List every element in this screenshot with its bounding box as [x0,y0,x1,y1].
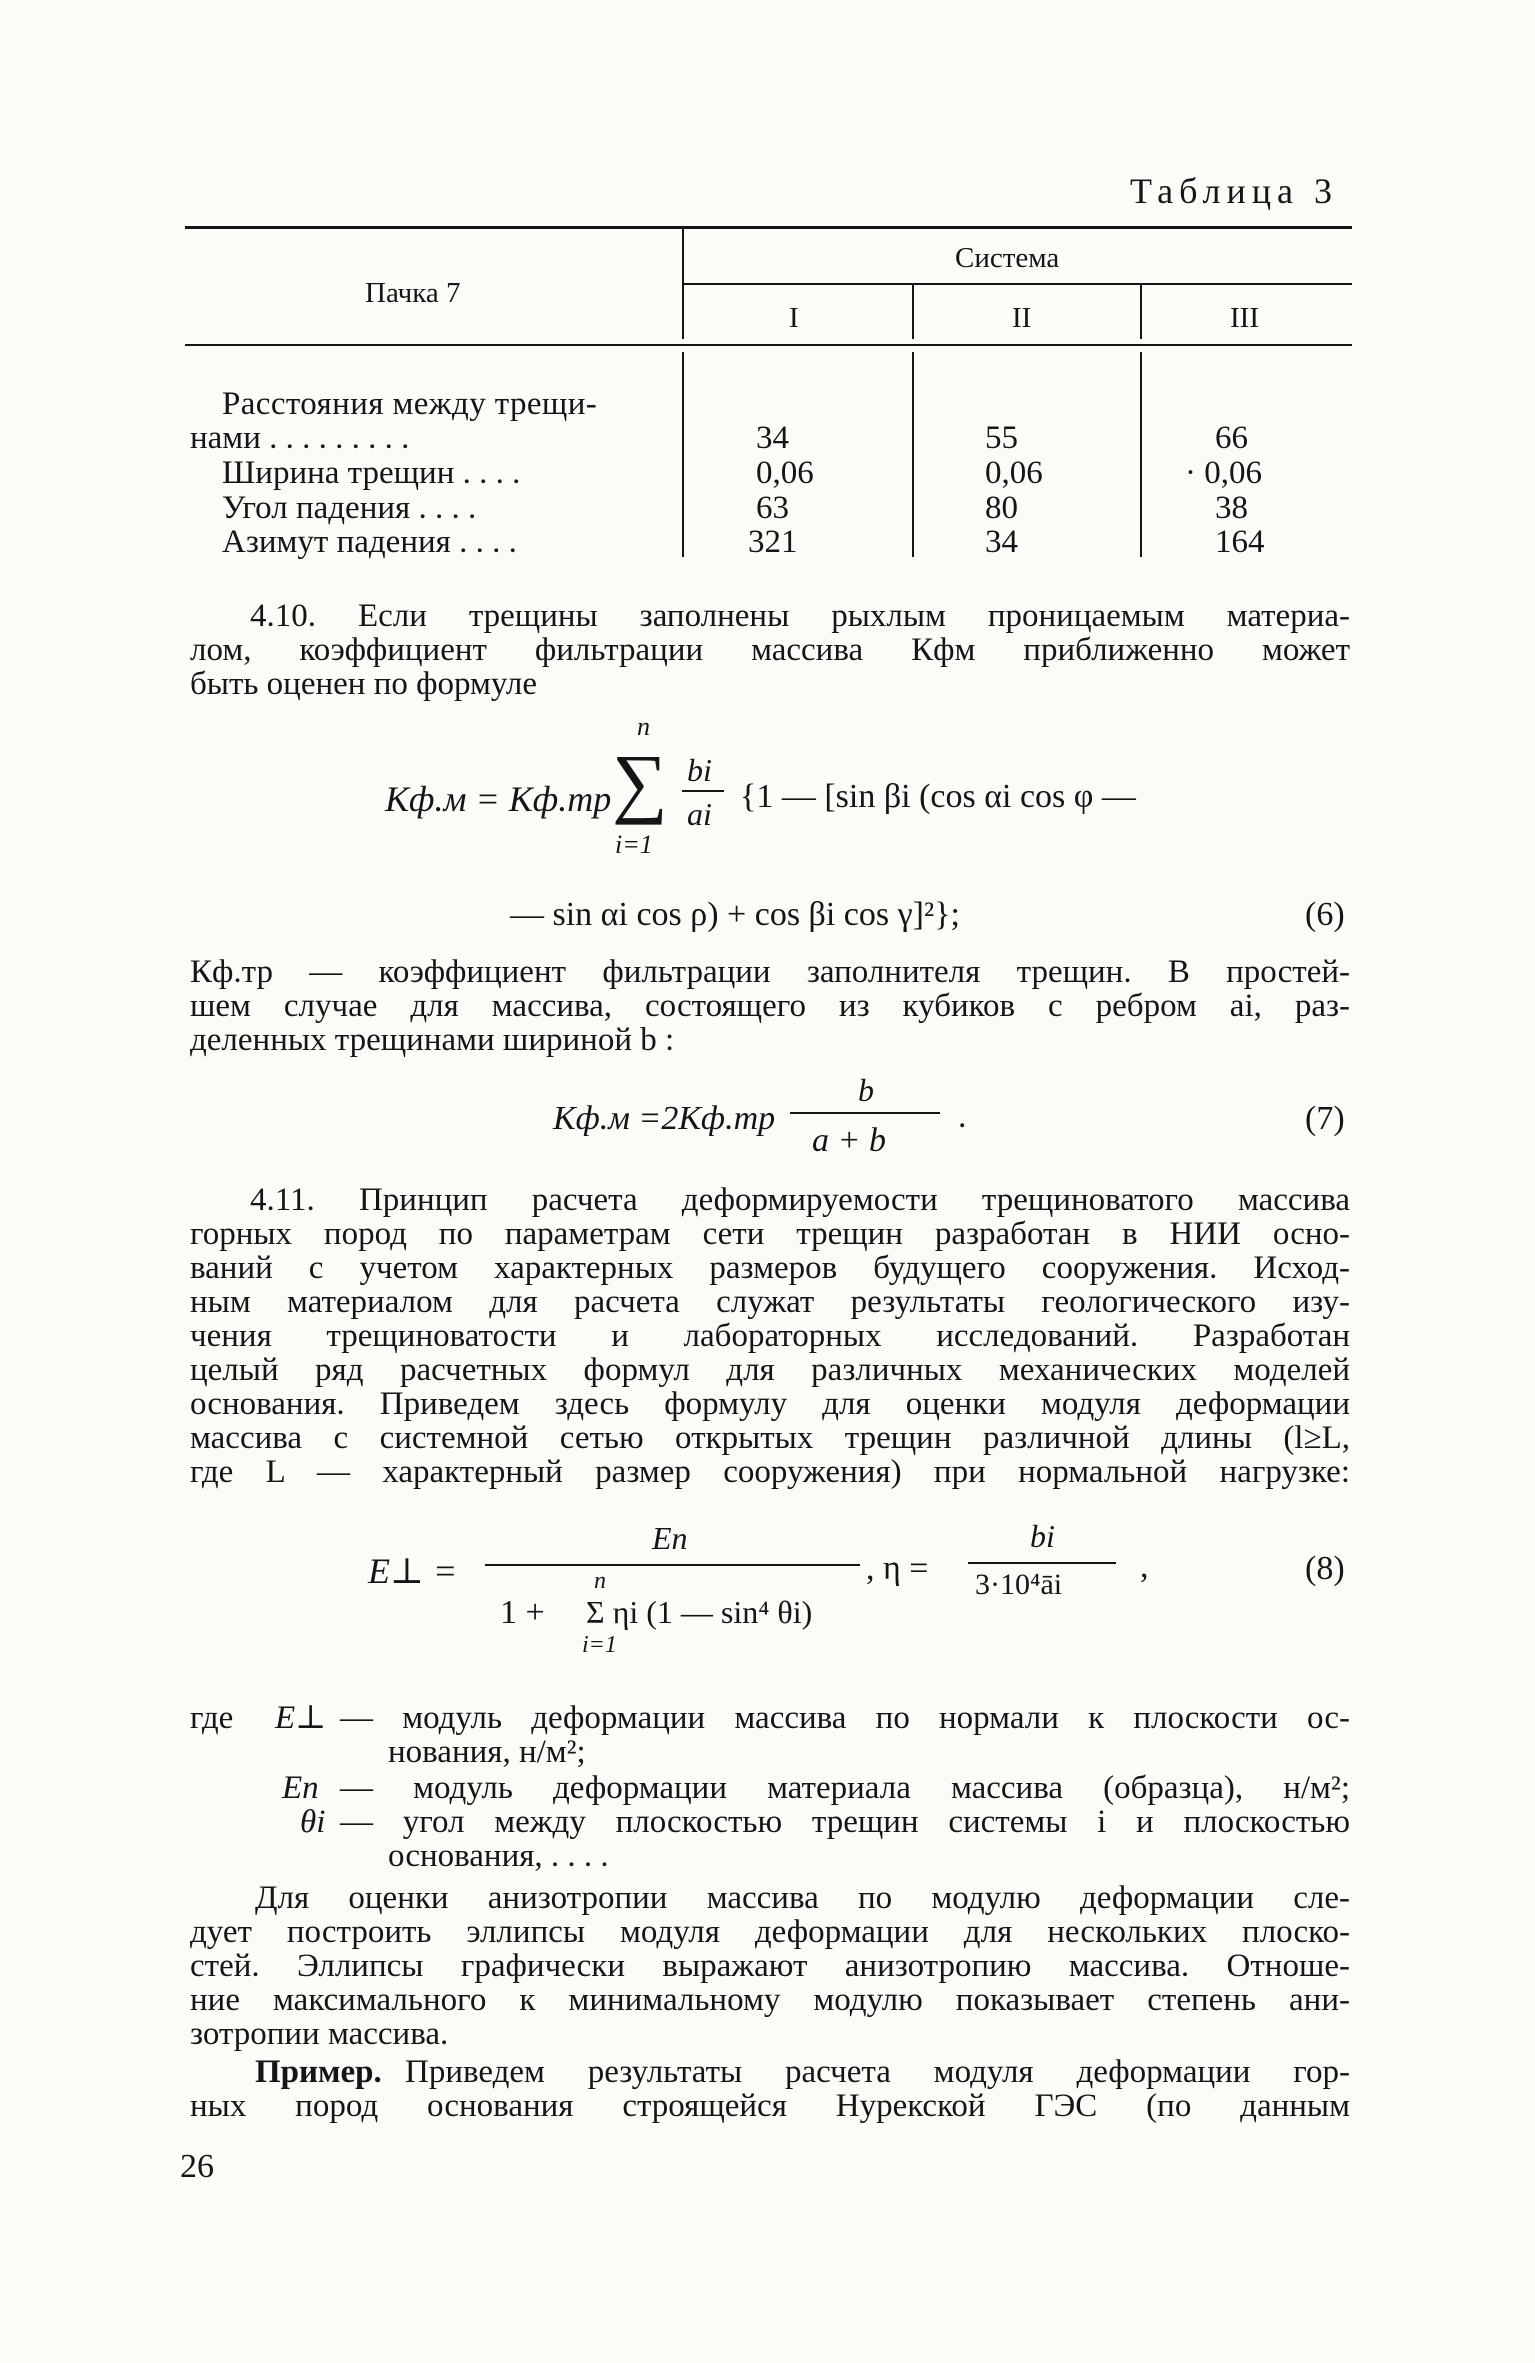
formula-6-frac-den: ai [687,796,712,832]
formula-7-number: (7) [1305,1100,1345,1137]
table-row-label: Азимут падения . . . . [222,524,517,560]
formula-7-num: b [858,1072,874,1108]
paragraph-line: ным материалом для расчета служат результаты геологического изу- [190,1284,1350,1320]
table-divider-col2 [912,285,914,339]
table-divider-body-2 [912,352,914,557]
where-definition-cont: нования, н/м²; [388,1734,586,1770]
where-symbol: θi [300,1804,326,1840]
formula-6-line2: — sin αi cos ρ) + cos βi cos γ]²}; [510,896,960,933]
table-col-header-1: I [789,302,799,334]
paragraph-line: массива с системной сетью открытых трещин различной длины (l≥L, [190,1420,1350,1456]
formula-7-lhs: Кф.м =2Кф.тр [553,1100,776,1137]
formula-6-tail: {1 — [sin βi (cos αi cos φ — [740,778,1136,815]
table-cell: 321 [748,524,798,560]
table-caption: Таблица 3 [1130,171,1338,211]
table-row-label: Угол падения . . . . [222,490,477,526]
where-definition: — модуль деформации материала массива (образца), н/м²; [340,1770,1350,1806]
formula-8-eta-num: bi [1030,1518,1055,1554]
table-cell: 80 [985,490,1018,526]
where-definition: — угол между плоскостью трещин системы i и плоскостью [340,1804,1350,1840]
paragraph-line: 4.11. Принцип расчета деформируемости трещиноватого массива [250,1182,1350,1218]
where-definition-cont: основания, . . . . [388,1838,609,1874]
table-row-label: Расстояния между трещи- [222,386,598,422]
page-number: 26 [180,2148,214,2185]
formula-8-sum-bottom: i=1 [582,1632,617,1658]
paragraph-line: где L — характерный размер сооружения) при нормальной нагрузке: [190,1454,1350,1490]
table-group-header: Система [955,242,1060,274]
paragraph-line: ваний с учетом характерных размеров будущего сооружения. Исход- [190,1250,1350,1286]
paragraph-line: ние максимального к минимальному модулю показывает степень ани- [190,1982,1350,2018]
formula-8-comma: , [1140,1548,1149,1585]
table-col-header-3: III [1230,302,1259,334]
table-cell: 0,06 [985,455,1043,491]
where-definition: — модуль деформации массива по нормали к плоскости ос- [340,1700,1350,1736]
formula-6-frac-num: bi [687,752,712,788]
paragraph-line: Кф.тр — коэффициент фильтрации заполнителя трещин. В простей- [190,954,1350,990]
paragraph-line: лом, коэффициент фильтрации массива Кфм приближенно может [190,632,1350,668]
where-symbol: Eп [282,1770,319,1806]
paragraph-line: Приведем результаты расчета модуля деформации гор- [405,2054,1350,2090]
paragraph-line: 4.10. Если трещины заполнены рыхлым проницаемым материа- [250,598,1350,634]
table-header-rule [185,344,1352,346]
paragraph-line: чения трещиноватости и лабораторных исследований. Разработан [190,1318,1350,1354]
formula-7-frac-bar [790,1112,940,1114]
formula-8-num: Eп [652,1520,688,1556]
table-cell: 66 [1215,420,1248,456]
table-cell: 164 [1215,524,1265,560]
formula-8-frac-bar [485,1564,860,1566]
formula-8-den-sum: Σ ηi (1 — sin⁴ θi) [586,1594,813,1630]
formula-8-eta-bar [968,1562,1116,1564]
table-top-rule [185,226,1352,229]
formula-7-den: a + b [812,1122,886,1159]
table-col-header-2: II [1012,302,1032,334]
table-cell: 38 [1215,490,1248,526]
sigma-icon: ∑ [612,738,668,825]
table-cell: 0,06 [756,455,814,491]
paragraph-line: зотропии массива. [190,2016,449,2052]
table-cell: 55 [985,420,1018,456]
paragraph-line: быть оценен по формуле [190,666,538,702]
formula-8-number: (8) [1305,1550,1345,1587]
formula-6-sum-top: n [637,712,650,741]
table-divider-col3 [1140,285,1142,339]
paragraph-line: деленных трещинами шириной b : [190,1022,675,1058]
table-cell: 34 [756,420,789,456]
formula-8-eta-den: 3·10⁴āi [975,1568,1063,1601]
table-divider-body-3 [1140,352,1142,557]
paragraph-line: основания. Приведем здесь формулу для оценки модуля деформации [190,1386,1350,1422]
formula-6-sum-bottom: i=1 [615,830,653,859]
paragraph-line: целый ряд расчетных формул для различных механических моделей [190,1352,1350,1388]
paragraph-line: горных пород по параметрам сети трещин разработан в НИИ осно- [190,1216,1350,1252]
table-row-label: Ширина трещин . . . . [222,455,521,491]
formula-8-eta-lhs: , η = [866,1550,929,1587]
formula-6-lhs: Кф.м = Кф.тр [385,779,612,819]
formula-7-period: . [958,1098,967,1135]
where-symbol: E⊥ [275,1700,327,1736]
table-cell: 34 [985,524,1018,560]
formula-6-number: (6) [1305,896,1345,933]
table-divider-body-1 [682,352,684,557]
paragraph-line: дует построить эллипсы модуля деформации для нескольких плоско- [190,1914,1350,1950]
paragraph-line: стей. Эллипсы графически выражают анизотропию массива. Отноше- [190,1948,1350,1984]
table-row-header: Пачка 7 [365,277,461,309]
formula-8-lhs: E⊥ = [368,1551,458,1591]
table-cell: 63 [756,490,789,526]
table-group-rule [684,283,1352,285]
table-row-label: нами . . . . . . . . . [190,420,410,456]
paragraph-line: шем случае для массива, состоящего из кубиков с ребром ai, раз- [190,988,1350,1024]
example-label: Пример. [255,2054,382,2090]
formula-8-den-prefix: 1 + [500,1594,545,1631]
formula-8-sum-top: n [594,1568,606,1594]
formula-6-frac-bar [682,790,724,792]
paragraph-line: ных пород основания строящейся Нурекской ГЭС (по данным [190,2088,1350,2124]
table-cell: · 0,06 [1185,455,1262,491]
paragraph-line: Для оценки анизотропии массива по модулю деформации сле- [255,1880,1350,1916]
where-word: где [190,1700,234,1736]
